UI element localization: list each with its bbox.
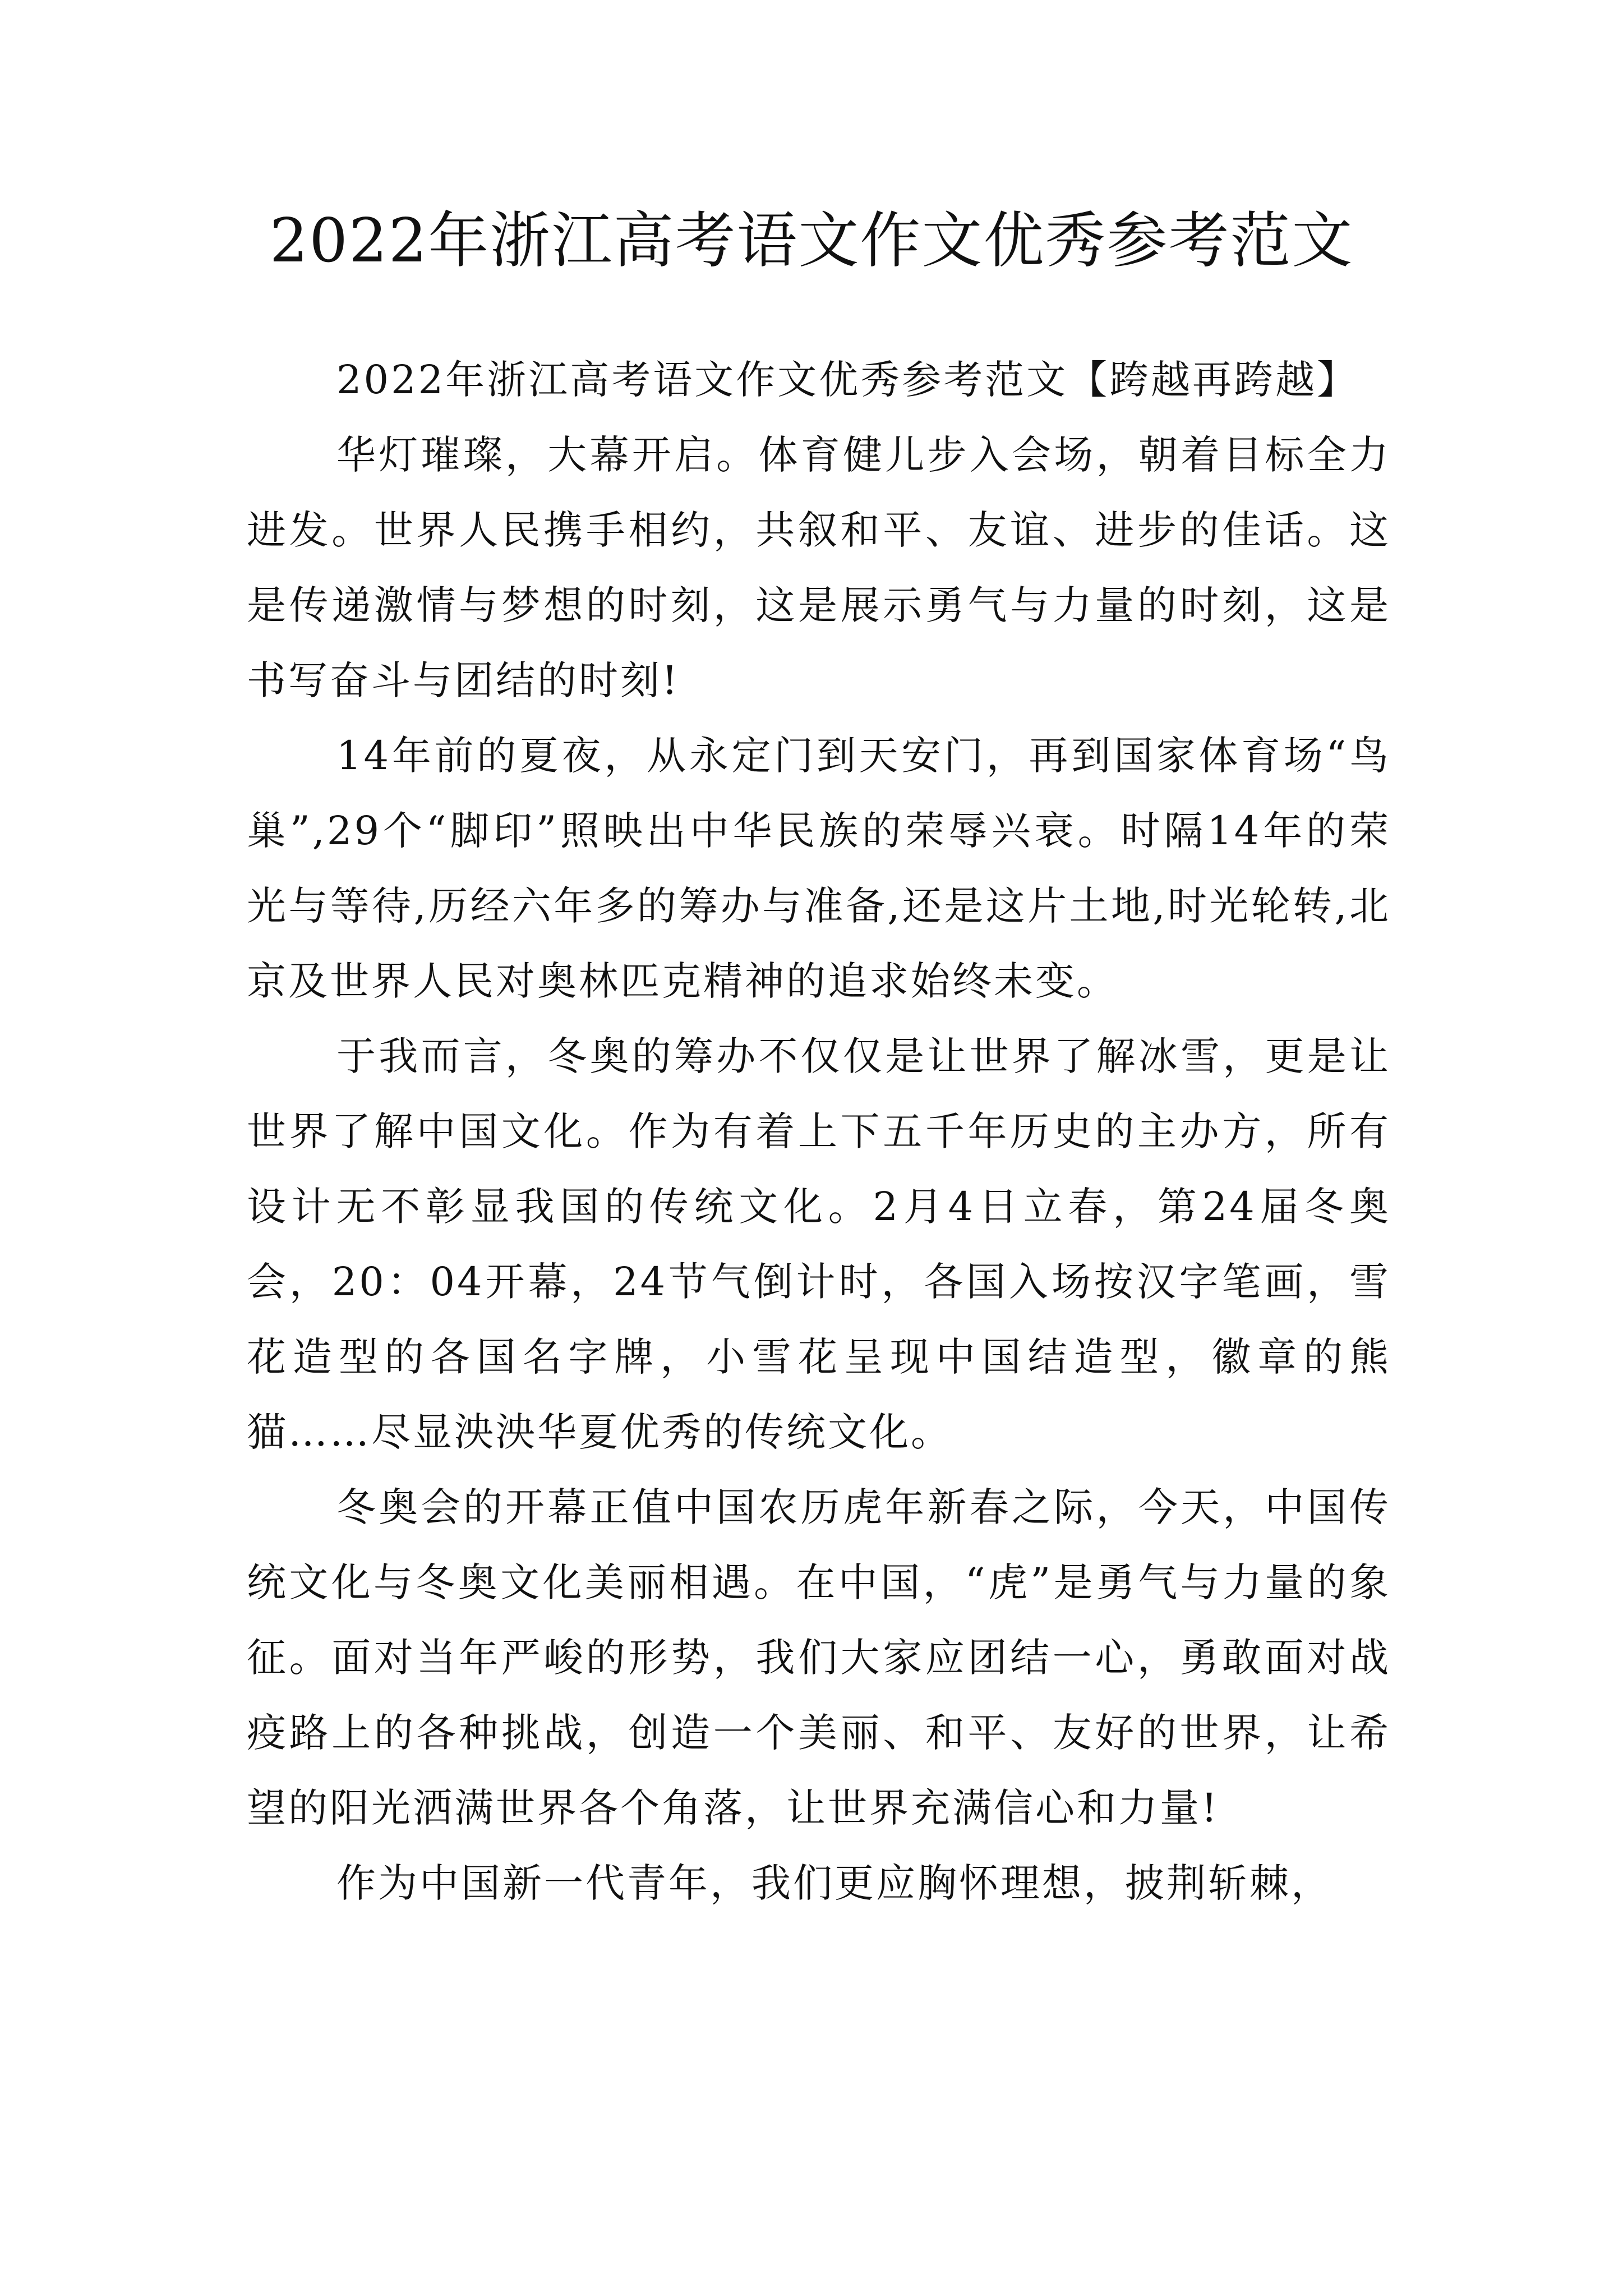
paragraph-4: 冬奥会的开幕正值中国农历虎年新春之际，今天，中国传统文化与冬奥文化美丽相遇。在中国，“虎”是勇气与力量的象征。面对当年严峻的形势，我们大家应团结一心，勇敢面对战疫路上的各种挑战，创造一个美丽、和平、友好的世界，让希望的阳光洒满世界各个角落，让世界充满信心和力量! <box>247 1484 1391 1831</box>
paragraph-2: 14年前的夏夜，从永定门到天安门，再到国家体育场“鸟巢”,29个“脚印”照映出中华民族的荣辱兴衰。时隔14年的荣光与等待,历经六年多的筹办与准备,还是这片土地,时光轮转,北京及世界人民对奥林匹克精神的追求始终未变。 <box>247 733 1391 1004</box>
paragraph-3: 于我而言，冬奥的筹办不仅仅是让世界了解冰雪，更是让世界了解中国文化。作为有着上下五千年历史的主办方，所有设计无不彰显我国的传统文化。2月4日立春，第24届冬奥会，20：04开幕，24节气倒计时，各国入场按汉字笔画，雪花造型的各国名字牌，小雪花呈现中国结造型，徽章的熊猫……尽显泱泱华夏优秀的传统文化。 <box>247 1033 1391 1455</box>
document-title: 2022年浙江高考语文作文优秀参考范文 <box>269 206 1354 276</box>
paragraph-1: 华灯璀璨，大幕开启。体育健儿步入会场，朝着目标全力进发。世界人民携手相约，共叙和平、友谊、进步的佳话。这是传递激情与梦想的时刻，这是展示勇气与力量的时刻，这是书写奋斗与团结的时刻! <box>247 432 1391 703</box>
document-body <box>247 342 1391 1921</box>
paragraph-subtitle: 2022年浙江高考语文作文优秀参考范文【跨越再跨越】 <box>336 357 1359 403</box>
paragraph-5: 作为中国新一代青年，我们更应胸怀理想，披荆斩棘， <box>336 1860 1332 1906</box>
